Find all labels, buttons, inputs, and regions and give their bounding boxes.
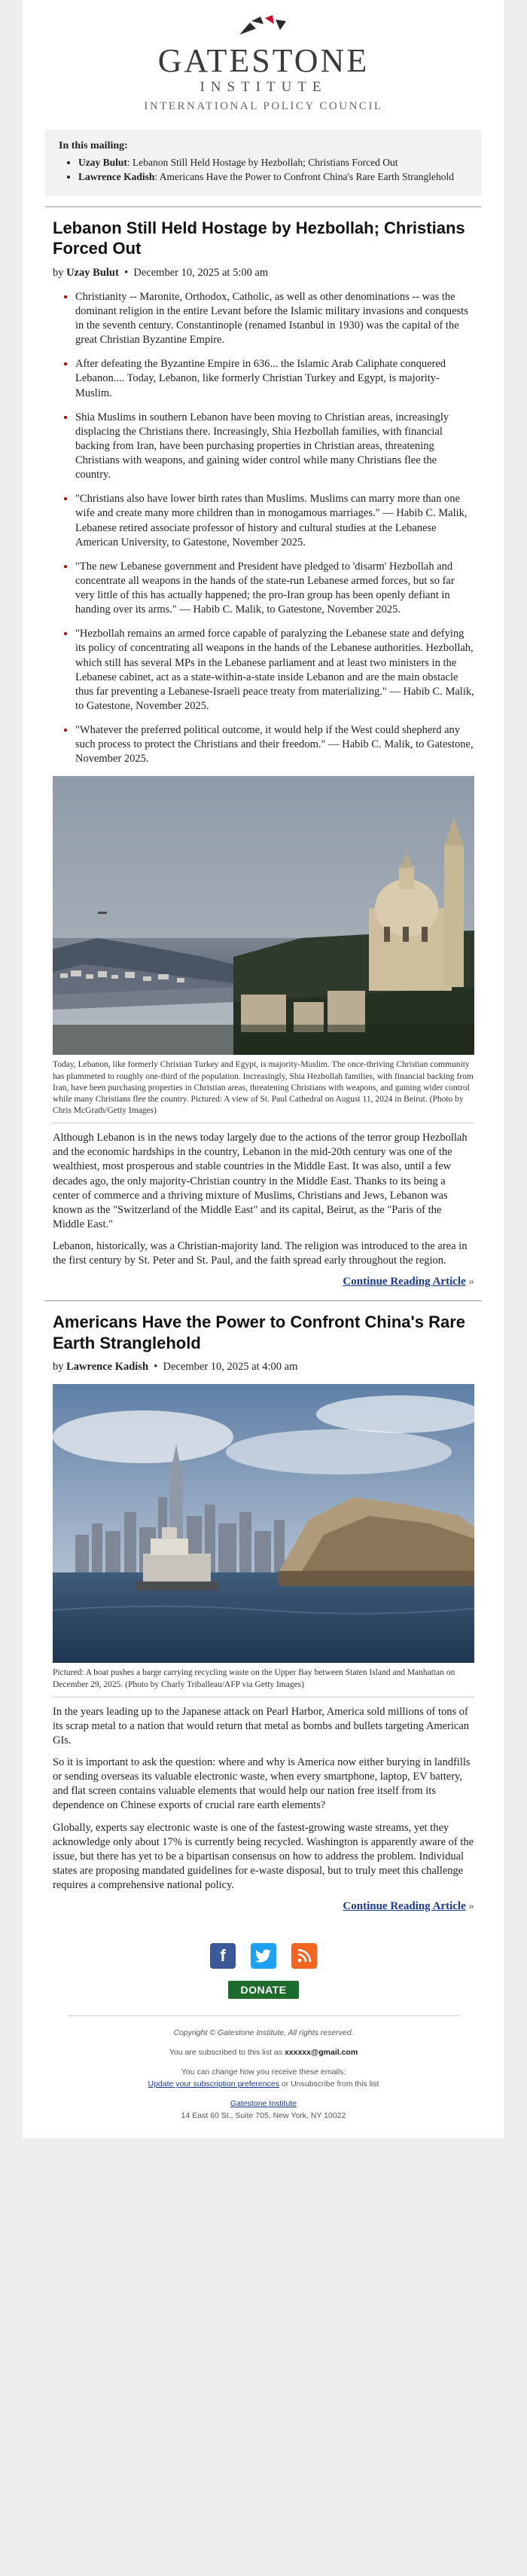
article-title[interactable]: Americans Have the Power to Confront China's Rare Earth Stranglehold	[53, 1312, 466, 1352]
divider	[45, 206, 482, 207]
donate-button[interactable]: DONATE	[228, 1981, 298, 1999]
byline-author[interactable]: Lawrence Kadish	[66, 1361, 149, 1374]
article-paragraph: In the years leading up to the Japanese attack on Pearl Harbor, America sold millions of tons of its scrap metal to a nation that would return that metal as bombs and bullets targeting American GIs.	[53, 1705, 470, 1746]
footer	[23, 1925, 504, 2138]
subscribed-prefix: You are subscribed to this list as	[169, 2048, 283, 2058]
key-point: • After defeating the Byzantine Empire in 636... the Islamic Arab Caliphate conquered Lebanon.... Today, Lebanon, like formerly Christian Turkey and Egypt, is majority-Muslim.	[75, 357, 474, 400]
byline-date: December 10, 2025 at 4:00 am	[163, 1361, 298, 1374]
raquo-icon: »	[465, 1900, 474, 1913]
key-point: • "Hezbollah remains an armed force capable of paralyzing the Lebanese state and defying its policy of concentrating all weapons in the hands of the Lebanese authorities. Hezbollah, which still has several MPs in the Lebanese parliament and at least two ministers in the Lebanese cabinet, act as a state-within-a-state inside Lebanon and are the main obstacle thus far preventing a Lebanese-Israeli peace treaty from materializing." — Habib C. Malik, to Gatestone, November 2025.	[75, 627, 474, 714]
change-text: You can change how you receive these emails:	[181, 2067, 346, 2077]
mailing-item[interactable]	[78, 171, 468, 184]
mailing-heading: In this mailing:	[59, 140, 128, 151]
update-preferences-link[interactable]: Update your subscription preferences	[148, 2079, 280, 2089]
social-links	[23, 1943, 504, 1969]
gatestone-logo-mark	[233, 14, 294, 38]
photo-caption: Today, Lebanon, like formerly Christian Turkey and Egypt, is majority-Muslim. The once-thriving Christian community has plummeted to roughly one-third of the population. Increasingly, Shia Hezbollah families, with financial backing from Iran, have been purchasing properties in Christian areas, threatening Christians with weapons, and gaining wider control while many Christians flee the country. Pictured: A view of St. Paul Cathedral on August 11, 2024 in Beirut. (Photo by Chris McGrath/Getty Images)	[53, 1055, 474, 1123]
key-point: • Shia Muslims in southern Lebanon have been moving to Christian areas, increasingly displacing the Christians there. Increasingly, Shia Hezbollah families, with financial backing from Iran, have been purchasing properties in Christian areas, threatening Christians with weapons, and gaining wider control while many Christians flee the country.	[75, 411, 474, 483]
key-point: • "Whatever the preferred political outcome, it would help if the West could shepherd any such process to protect the Christians and their freedom." — Habib C. Malik, to Gatestone, November 2025.	[75, 723, 474, 766]
mailing-item[interactable]	[78, 157, 468, 170]
copyright-text: Copyright © Gatestone Institute, All rights reserved.	[173, 2028, 354, 2038]
facebook-icon[interactable]: f	[210, 1943, 236, 1969]
raquo-icon: »	[465, 1276, 474, 1288]
org-line	[23, 2099, 504, 2108]
continue-reading-link[interactable]: Continue Reading Article	[343, 1276, 466, 1288]
org-name-link[interactable]: Gatestone Institute	[230, 2099, 297, 2109]
org-address: 14 East 60 St., Suite 705, New York, NY 10022	[181, 2111, 346, 2121]
footer-divider	[68, 2015, 459, 2016]
mailing-item-title: : Americans Have the Power to Confront China's Rare Earth Stranglehold	[154, 170, 454, 182]
divider	[45, 1300, 482, 1301]
header	[23, 0, 504, 130]
mailing-item-title: : Lebanon Still Held Hostage by Hezbollah; Christians Forced Out	[126, 157, 398, 168]
photo-caption: Pictured: A boat pushes a barge carrying recycling waste on the Upper Bay between Staten Island and Manhattan on December 29, 2025. (Photo by Charly Triballeau/AFP via Getty Images)	[53, 1663, 474, 1697]
mailing-item-author: Uzay Bulut	[78, 157, 127, 168]
in-this-mailing	[45, 130, 482, 196]
byline-author[interactable]: Uzay Bulut	[66, 266, 119, 279]
byline-date: December 10, 2025 at 5:00 am	[133, 266, 269, 279]
beirut-cathedral-photo[interactable]	[53, 776, 474, 1055]
article-paragraph: So it is important to ask the question: where and why is America now either burying in landfills or sending overseas its valuable electronic waste, when every smartphone, laptop, EV battery, and flat screen contains valuable elements that would help our nation free itself from its dependence on Chinese exports of crucial rare earth elements?	[53, 1756, 471, 1812]
unsubscribe-link[interactable]: or Unsubscribe from this list	[281, 2079, 379, 2089]
article-paragraph: Although Lebanon is in the news today largely due to the actions of the terror group Hezbollah and the economic hardships in the country, Lebanon in the mid-20th century was one of the wealthiest, most prosperous and stable countries in the Middle East. It was also, until a few decades ago, the only majority-Christian country in the Middle East. Thanks to its being a center of commerce and a thriving mixture of Muslims, Christians and Jews, Lebanon was known as the "Switzerland of the Middle East" and its capital, Beirut, as the "Paris of the Middle East."	[53, 1132, 468, 1230]
key-point: • "The new Lebanese government and President have pledged to 'disarm' Hezbollah and concentrate all weapons in the hands of the state-run Lebanese armed forces, but so far very little of this has actually happened; the pro-Iran group has been openly defiant in handing over its arms." — Habib C. Malik, to Gatestone, November 2025.	[75, 560, 474, 618]
byline: by Uzay Bulut • December 10, 2025 at 5:00 am	[53, 266, 269, 279]
key-point: • Christianity -- Maronite, Orthodox, Catholic, as well as other denominations -- was the dominant religion in the entire Levant before the Islamic military invasions and conquests in the seventh century. Constantinople (renamed Istanbul in 1930) was the capital of the great Christian Byzantine Empire.	[75, 290, 474, 348]
email-container	[23, 0, 504, 2138]
subscriber-email: xxxxxx@gmail.com	[284, 2048, 358, 2058]
article-lebanon	[23, 218, 504, 1289]
mailing-item-author: Lawrence Kadish	[78, 170, 155, 182]
preferences-line	[23, 2079, 504, 2089]
article-paragraph: Lebanon, historically, was a Christian-majority land. The religion was introduced to the area in the first century by St. Peter and St. Paul, and the faith spread early throughout the region.	[53, 1240, 468, 1267]
article-paragraph: Globally, experts say electronic waste is one of the fastest-growing waste streams, yet they acknowledge only about 17% is currently being recycled. Washington is apparently aware of the issue, but there has yet to be a bipartisan consensus on how to address the problem. Individual states are proposing mandated guidelines for e-waste disposal, but to truly meet this challenge requires a comprehensive national policy.	[53, 1821, 474, 1892]
barge-manhattan-photo[interactable]	[53, 1384, 474, 1663]
byline: by Lawrence Kadish • December 10, 2025 at 4:00 am	[53, 1361, 298, 1374]
article-title[interactable]: Lebanon Still Held Hostage by Hezbollah; Christians Forced Out	[53, 218, 465, 258]
continue-reading-link[interactable]: Continue Reading Article	[343, 1900, 466, 1913]
twitter-icon[interactable]	[251, 1943, 276, 1969]
continue-reading	[53, 1276, 474, 1288]
key-points-list	[53, 290, 474, 767]
logo-sub-institute: INSTITUTE	[200, 79, 327, 95]
key-point: • "Christians also have lower birth rates than Muslims. Muslims can marry more than one wife and create many more children than in monogamous marriages." — Habib C. Malik, Lebanese retired associate professor of history and cultural studies at the Lebanese American University, to Gatestone, November 2025.	[75, 492, 474, 550]
copyright	[23, 2028, 504, 2037]
byline-by: by	[53, 1361, 64, 1374]
logo-name: GATESTONE	[157, 42, 370, 79]
byline-by: by	[53, 266, 64, 279]
continue-reading	[53, 1900, 474, 1913]
subscription-line	[23, 2048, 504, 2057]
rss-icon[interactable]	[291, 1943, 317, 1969]
article-china-rare-earth	[23, 1312, 504, 1913]
logo-sub-council: INTERNATIONAL POLICY COUNCIL	[144, 100, 383, 112]
